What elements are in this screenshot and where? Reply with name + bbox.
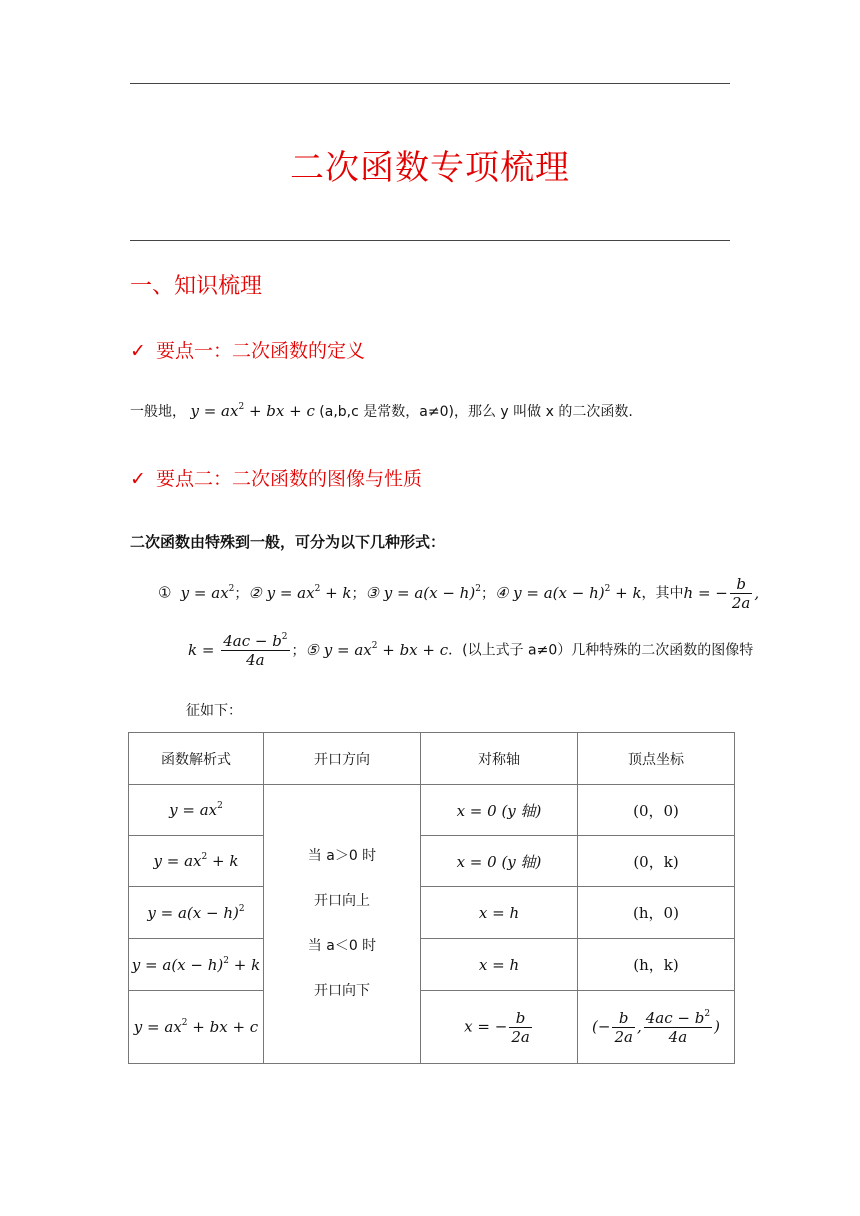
forms-line1-tail: ，其中 — [641, 585, 684, 602]
section-heading-knowledge: 一、知识梳理 — [130, 274, 263, 299]
opening-down: 开口向下 — [314, 983, 370, 999]
table-row — [129, 991, 735, 1064]
row5-axis: x = − $\frac{b}{2a}$ — [421, 991, 578, 1064]
header-vertex: 顶点坐标 — [578, 733, 735, 785]
checkmark-icon: ✓ — [130, 468, 146, 490]
definition-prefix: 一般地， — [130, 404, 186, 420]
forms-line-3: 征如下： — [186, 703, 242, 719]
definition-condition: (a,b,c 是常数，a≠0) — [319, 404, 454, 420]
header-opening: 开口方向 — [264, 733, 421, 785]
point-two-heading — [130, 464, 422, 491]
row4-axis: x = h — [421, 939, 578, 991]
header-axis: 对称轴 — [421, 733, 578, 785]
table-row — [129, 836, 735, 887]
definition-suffix: ，那么 y 叫做 x 的二次函数. — [453, 404, 633, 420]
point-one-heading — [130, 336, 365, 363]
row1-axis: x = 0 (y 轴) — [421, 785, 578, 836]
page-title: 二次函数专项梳理 — [290, 148, 570, 188]
header-expression: 函数解析式 — [129, 733, 264, 785]
row1-vertex: (0，0) — [578, 785, 735, 836]
row3-axis: x = h — [421, 887, 578, 939]
table-row — [129, 939, 735, 991]
title-bottom-rule — [130, 240, 730, 241]
row2-vertex: (0，k) — [578, 836, 735, 887]
row2-axis: x = 0 (y 轴) — [421, 836, 578, 887]
row3-expression: $y = a(x - h)^2$ — [129, 887, 264, 939]
circled-one: ① — [158, 583, 172, 602]
row5-vertex: (− $\frac{b}{2a}$ , $\frac{4ac - b^2}{4a}$ ) — [578, 991, 735, 1064]
form-expressions-1: $y = ax^2$；② $y = ax^2 + k$；③ $y = a(x - h)^2$；④ $y = a(x - h)^2 + k$ — [175, 583, 642, 602]
table-header-row — [129, 733, 735, 785]
row3-vertex: (h，0) — [578, 887, 735, 939]
opening-a-positive: 当 a＞0 时 — [307, 848, 377, 864]
row4-vertex: (h，k) — [578, 939, 735, 991]
row4-expression: $y = a(x - h)^2 + k$ — [129, 939, 264, 991]
definition-paragraph — [130, 401, 633, 421]
h-formula: h = − $\frac{b}{2a}$ , — [683, 575, 760, 612]
forms-line2-tail: ．(以上式子 a≠0）几种特殊的二次函数的图像特 — [448, 642, 754, 659]
properties-table — [128, 732, 735, 1064]
forms-line-2 — [188, 632, 753, 669]
point-two-label: 要点二：二次函数的图像与性质 — [156, 468, 423, 490]
k-formula: k = $\frac{4ac - b^2}{4a}$ ；⑤ $y = ax^2$ + bx + c — [188, 632, 449, 669]
table-row — [129, 887, 735, 939]
forms-heading: 二次函数由特殊到一般，可分为以下几种形式： — [130, 533, 446, 551]
opening-direction-cell — [264, 785, 421, 1064]
top-rule — [130, 83, 730, 84]
checkmark-icon: ✓ — [130, 340, 146, 362]
row1-expression: $y = ax^2$ — [129, 785, 264, 836]
forms-line-1 — [158, 575, 759, 612]
opening-up: 开口向上 — [314, 893, 370, 909]
table-row — [129, 785, 735, 836]
point-one-label: 要点一：二次函数的定义 — [156, 340, 366, 362]
opening-a-negative: 当 a＜0 时 — [307, 938, 377, 954]
definition-formula: $y = ax^2$ + bx + c — [190, 402, 315, 420]
row2-expression: $y = ax^2 + k$ — [129, 836, 264, 887]
row5-expression: $y = ax^2$ + bx + c — [129, 991, 264, 1064]
